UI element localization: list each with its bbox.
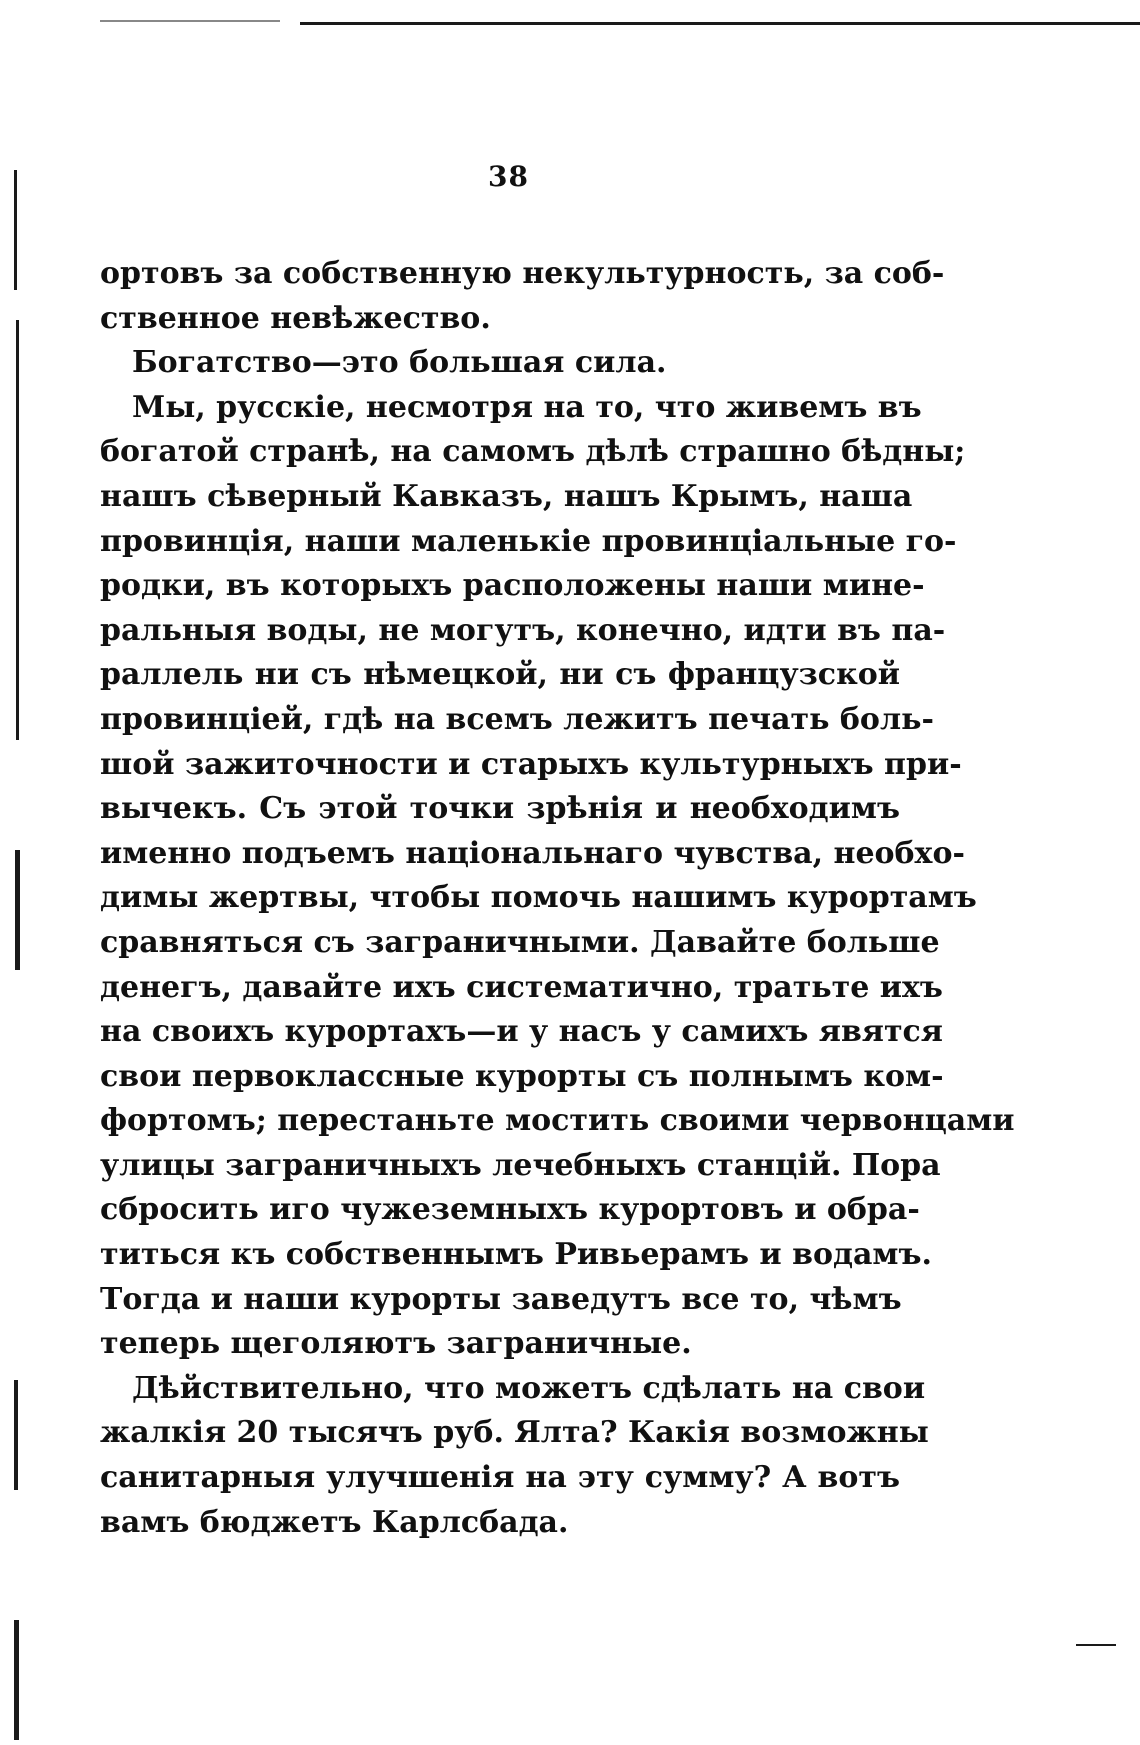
- text-line: нашъ сѣверный Кавказъ, нашъ Крымъ, наша: [100, 478, 913, 514]
- text-line: на своихъ курортахъ—и у насъ у самихъ явятся: [100, 1014, 943, 1050]
- scan-artifact-left-edge: [14, 170, 17, 290]
- text-line: сравняться съ заграничными. Давайте больше: [100, 924, 940, 960]
- text-line: вычекъ. Съ этой точки зрѣнія и необходимъ: [100, 791, 900, 827]
- text-line: свои первоклассные курорты съ полнымъ ком-: [100, 1058, 944, 1094]
- text-line: раллель ни съ нѣмецкой, ни съ французской: [100, 657, 900, 693]
- text-line: Мы, русскіе, несмотря на то, что живемъ въ: [132, 389, 922, 425]
- text-line: Тогда и наши курорты заведутъ все то, чѣмъ: [100, 1281, 902, 1317]
- scan-artifact-left-edge: [15, 850, 20, 970]
- text-line: Дѣйствительно, что можетъ сдѣлать на свои: [132, 1370, 926, 1406]
- text-line: сбросить иго чужеземныхъ курортовъ и обра-: [100, 1192, 920, 1228]
- scan-artifact-top-rule-left: [100, 20, 280, 22]
- page-number: 38: [488, 160, 529, 193]
- text-line: титься къ собственнымъ Ривьерамъ и водамъ.: [100, 1237, 932, 1273]
- text-line: Богатство—это большая сила.: [132, 345, 667, 381]
- scan-artifact-left-edge: [16, 320, 19, 740]
- text-line: провинціей, гдѣ на всемъ лежитъ печать боль-: [100, 701, 934, 737]
- text-line: димы жертвы, чтобы помочь нашимъ курортамъ: [100, 880, 977, 916]
- scan-artifact-right-mark: [1076, 1644, 1116, 1646]
- text-line: теперь щеголяютъ заграничные.: [100, 1326, 692, 1362]
- text-line: жалкія 20 тысячъ руб. Ялта? Какія возможны: [100, 1415, 929, 1451]
- text-line: богатой странѣ, на самомъ дѣлѣ страшно бѣдны;: [100, 434, 966, 470]
- text-line: вамъ бюджетъ Карлсбада.: [100, 1504, 569, 1540]
- text-line: провинція, наши маленькіе провинціальные го-: [100, 523, 957, 559]
- scan-artifact-left-edge: [14, 1380, 18, 1490]
- text-line: ральныя воды, не могутъ, конечно, идти въ па-: [100, 612, 946, 648]
- scan-artifact-left-edge: [14, 1620, 19, 1740]
- text-line: ственное невѣжество.: [100, 300, 491, 336]
- text-line: шой зажиточности и старыхъ культурныхъ при-: [100, 746, 962, 782]
- text-line: родки, въ которыхъ расположены наши мине-: [100, 568, 925, 604]
- text-line: санитарныя улучшенія на эту сумму? А вотъ: [100, 1460, 900, 1496]
- text-line: ортовъ за собственную некультурность, за соб-: [100, 256, 945, 291]
- text-line: улицы заграничныхъ лечебныхъ станцій. Пора: [100, 1147, 941, 1183]
- text-line: денегъ, давайте ихъ систематично, тратьте ихъ: [100, 969, 943, 1005]
- scan-artifact-top-rule: [300, 22, 1140, 25]
- body-text: [100, 252, 1015, 1545]
- text-line: фортомъ; перестаньте мостить своими червонцами: [100, 1103, 1015, 1139]
- text-line: именно подъемъ національнаго чувства, необхо-: [100, 835, 965, 871]
